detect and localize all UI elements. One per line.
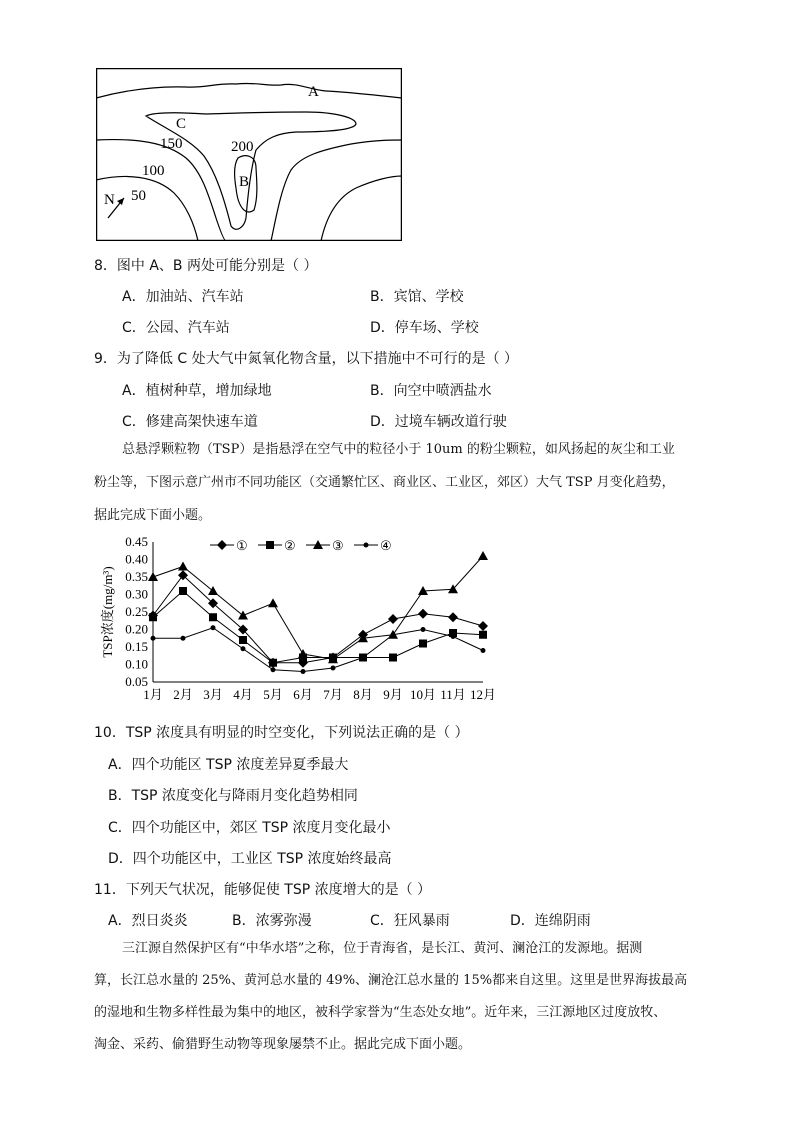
passage-2-line-3: 的湿地和生物多样性最为集中的地区，被科学家誉为“生态处女地”。近年来，三江源地区过度放牧、 [94,1005,667,1020]
data-point-s1 [448,612,458,622]
q10-option-b[interactable]: B．TSP 浓度变化与降雨月变化趋势相同 [108,788,358,804]
data-point-s3 [178,562,188,571]
legend-marker [217,540,227,550]
data-point-s4 [181,636,186,641]
passage-2-line-2: 算，长江总水量的 25%、黄河总水量的 49%、澜沧江总水量的 15%都来自这里。这里是世界海拔最高 [94,973,688,988]
y-tick-label: 0.25 [125,604,148,619]
series-line-4 [153,628,483,672]
q8-option-c[interactable]: C．公园、汽车站 [122,320,230,336]
data-point-s3 [148,572,158,581]
contour-label-100: 100 [142,163,165,179]
data-point-s3 [268,598,278,607]
data-point-s3 [478,551,488,560]
data-point-s2 [389,654,397,662]
x-tick-label: 4月 [233,687,253,702]
question-9-stem: 9．为了降低 C 处大气中氮氧化物含量，以下措施中不可行的是（ ） [94,351,519,367]
x-tick-label: 1月 [143,687,163,702]
data-point-s4 [331,666,336,671]
tsp-line-chart [98,532,508,710]
x-tick-label: 6月 [293,687,313,702]
data-point-s4 [391,632,396,637]
q11-option-c[interactable]: C．狂风暴雨 [370,913,450,929]
question-8-stem: 8．图中 A、B 两处可能分别是（ ） [94,258,318,274]
map-label-a: A [308,84,319,100]
q10-option-a[interactable]: A．四个功能区 TSP 浓度差异夏季最大 [108,757,349,773]
passage-1-line-3: 据此完成下面小题。 [94,508,212,523]
x-tick-label: 10月 [409,687,437,702]
data-point-s4 [361,655,366,660]
legend-marker [364,543,369,548]
x-tick-label: 7月 [323,687,343,702]
y-tick-label: 0.20 [125,621,148,637]
data-point-s1 [418,609,428,619]
x-tick-label: 12月 [469,687,497,702]
legend-label: ① [236,538,248,553]
data-point-s2 [419,640,427,648]
data-point-s2 [149,613,157,621]
q9-option-a[interactable]: A．植树种草，增加绿地 [122,383,272,399]
data-point-s2 [479,631,487,639]
data-point-s2 [179,587,187,595]
legend-label: ③ [332,538,344,553]
question-10-stem: 10．TSP 浓度具有明显的时空变化，下列说法正确的是（ ） [94,725,469,741]
passage-1-line-1: 总悬浮颗粒物（TSP）是指悬浮在空气中的粒径小于 10um 的粉尘颗粒，如风扬起的灰尘和工业 [122,442,675,457]
data-point-s1 [388,614,398,624]
data-point-s4 [151,636,156,641]
data-point-s4 [421,627,426,632]
contour-label-150: 150 [160,136,183,152]
map-label-c: C [176,116,187,132]
y-tick-label: 0.30 [125,586,148,602]
q8-option-d[interactable]: D．停车场、学校 [370,320,479,336]
y-tick-label: 0.40 [125,551,148,567]
data-point-s4 [241,646,246,651]
data-point-s2 [269,659,277,667]
y-tick-label: 0.45 [125,534,148,549]
q9-option-b[interactable]: B．向空中喷洒盐水 [370,383,492,399]
passage-1-line-2: 粉尘等，下图示意广州市不同功能区（交通繁忙区、商业区、工业区，郊区）大气 TSP 月变化趋势， [94,475,675,490]
series-line-1 [153,575,483,663]
data-point-s2 [209,613,217,621]
data-point-s4 [451,634,456,639]
legend-label: ④ [380,538,392,553]
q9-option-c[interactable]: C．修建高架快速车道 [122,414,258,430]
q10-option-d[interactable]: D．四个功能区中，工业区 TSP 浓度始终最高 [108,851,392,867]
x-tick-label: 8月 [353,687,373,702]
map-label-b: B [239,174,250,190]
q11-option-b[interactable]: B．浓雾弥漫 [232,913,312,929]
x-tick-label: 11月 [440,687,466,702]
x-tick-label: 3月 [203,687,223,702]
data-point-s3 [238,611,248,620]
data-point-s2 [239,636,247,644]
q11-option-d[interactable]: D．连绵阴雨 [510,913,591,929]
q8-option-b[interactable]: B．宾馆、学校 [370,289,464,305]
legend-label: ② [284,538,296,553]
data-point-s3 [208,586,218,595]
y-axis-label: TSP浓度(mg/m³) [100,566,115,658]
contour-map [96,68,402,241]
x-tick-label: 2月 [173,687,193,702]
contour-label-200: 200 [231,139,254,155]
data-point-s4 [481,648,486,653]
data-point-s4 [271,667,276,672]
y-tick-label: 0.15 [125,639,148,654]
y-tick-label: 0.05 [125,674,148,689]
q9-option-d[interactable]: D．过境车辆改道行驶 [370,414,507,430]
q8-option-a[interactable]: A．加油站、汽车站 [122,289,244,305]
series-line-2 [153,591,483,663]
x-tick-label: 5月 [263,687,283,702]
y-tick-label: 0.10 [125,656,148,672]
contour-label-50: 50 [131,188,146,204]
x-tick-label: 9月 [383,687,403,702]
question-11-stem: 11．下列天气状况，能够促使 TSP 浓度增大的是（ ） [94,882,432,898]
data-point-s4 [211,625,216,630]
data-point-s1 [478,621,488,631]
q10-option-c[interactable]: C．四个功能区中，郊区 TSP 浓度月变化最小 [108,820,391,836]
data-point-s4 [301,669,306,674]
passage-2-line-1: 三江源自然保护区有“中华水塔”之称，位于青海省，是长江、黄河、澜沧江的发源地。据测 [122,941,643,956]
legend-marker [266,541,274,549]
y-tick-label: 0.35 [125,569,148,584]
north-label: N [104,192,115,208]
q11-option-a[interactable]: A．烈日炎炎 [108,913,188,929]
passage-2-line-4: 淘金、采药、偷猎野生动物等现象屡禁不止。据此完成下面小题。 [94,1037,472,1052]
